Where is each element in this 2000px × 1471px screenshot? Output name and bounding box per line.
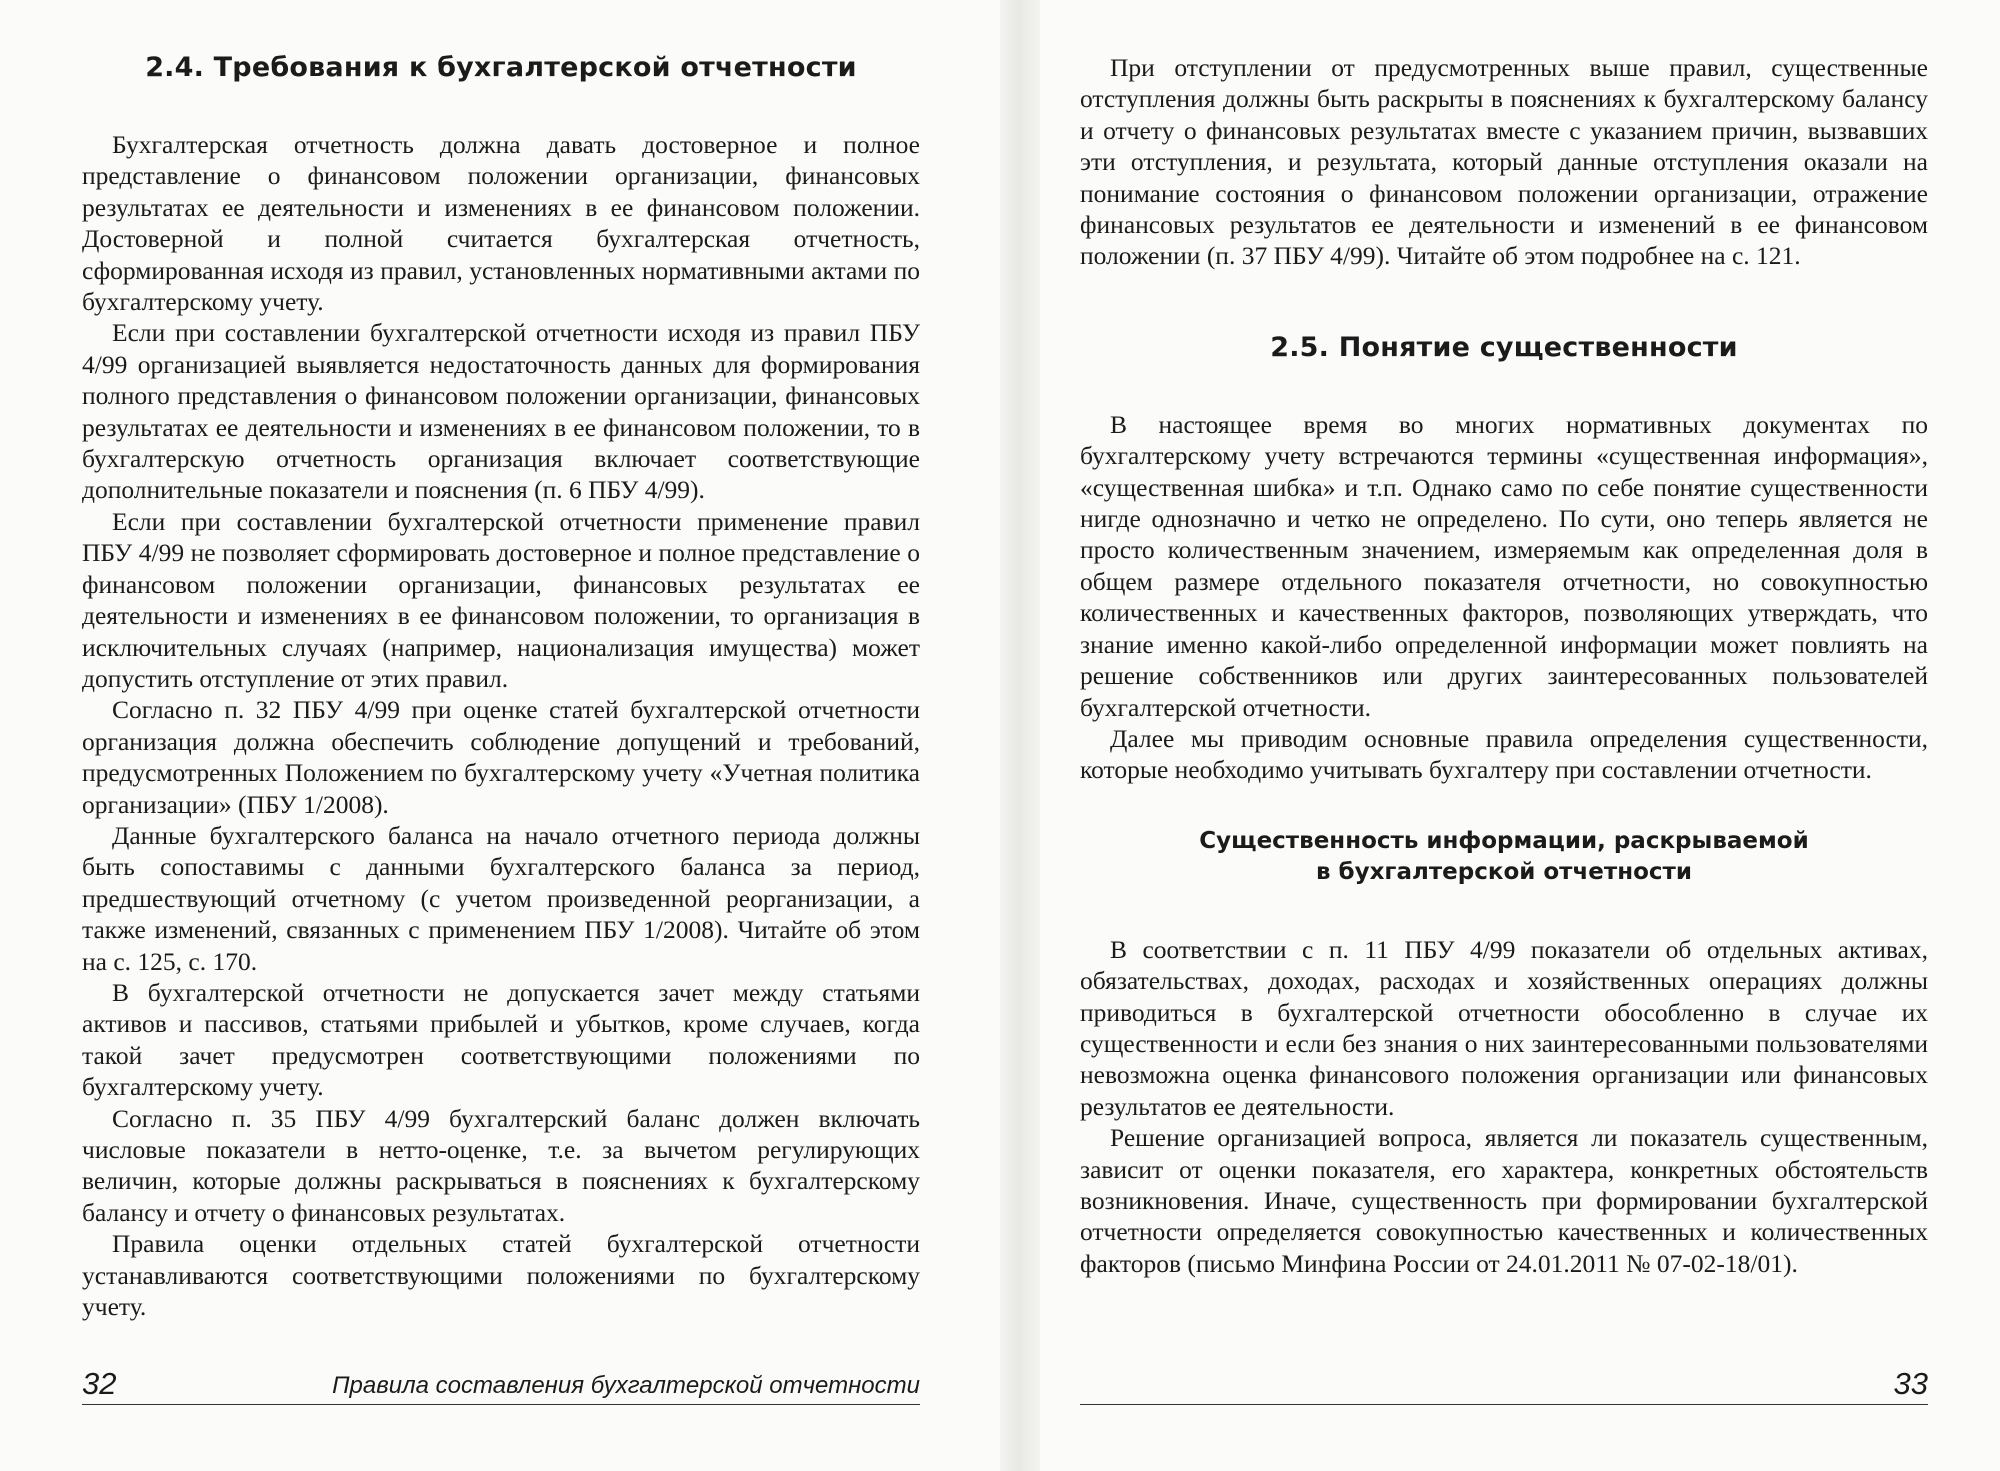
paragraph: Данные бухгалтерского баланса на начало отчетного периода должны быть сопоставимы с данными бухгалтерского баланса за период, предшествующий отчетному (с учетом произведенной реорганизации, а также изменений, связанных с применением ПБУ 1/2008). Читайте об этом на с. 125, с. 170. [82,820,920,976]
paragraph: Бухгалтерская отчетность должна давать достоверное и полное представление о финансовом положении организации, финансовых результатах ее деятельности и изменениях в ее финансовом положении. Достоверной и полной считается бухгалтерская отчетность, сформированная исходя из правил, установленных нормативными актами по бухгалтерскому учету. [82,130,920,317]
subsection-heading-line1: Существенность информации, раскрываемой [1199,827,1809,854]
subsection-heading-line2: в бухгалтерской отчетности [1315,858,1693,885]
paragraph: В соответствии с п. 11 ПБУ 4/99 показатели об отдельных активах, обязательствах, доходах, расходах и хозяйственных операциях должны приводиться в бухгалтерской отчетности обособленно в случае их существенности и если без знания о них заинтересованными пользователями невозможна оценка финансового положения организации или финансовых результатов ее деятельности. [1080,934,1928,1121]
left-footer [82,1365,920,1405]
running-title: Правила составления бухгалтерской отчетности [332,1372,920,1399]
subsection-heading [1080,826,1928,888]
paragraph: Далее мы приводим основные правила определения существенности, которые необходимо учитывать бухгалтеру при составлении отчетности. [1080,723,1928,785]
paragraph: При отступлении от предусмотренных выше правил, существенные отступления должны быть раскрыты в пояснениях к бухгалтерскому балансу и отчету о финансовых результатах вместе с указанием причин, вызвавших эти отступления, и результата, который данные отступления оказали на понимание состояния о финансовом положении организации, отражение финансовых результатов ее деятельности и изменений в ее финансовом положении (п. 37 ПБУ 4/99). Читайте об этом подробнее на с. 121. [1080,53,1928,271]
right-footer [1080,1365,1928,1405]
paragraph: Решение организацией вопроса, является ли показатель существенным, зависит от оценки показателя, его характера, конкретных обстоятельств возникновения. Иначе, существенность при формировании бухгалтерской отчетности определяется совокупностью качественных и количественных факторов (письмо Минфина России от 24.01.2011 № 07-02-18/01). [1080,1123,1928,1278]
page-number: 32 [82,1366,117,1401]
paragraph: Правила оценки отдельных статей бухгалтерской отчетности устанавливаются соответствующими положениями по бухгалтерскому учету. [82,1229,920,1322]
paragraph: Согласно п. 35 ПБУ 4/99 бухгалтерский баланс должен включать числовые показатели в нетто-оценке, т.е. за вычетом регулирующих величин, которые должны раскрываться в пояснениях к бухгалтерскому балансу и отчету о финансовых результатах. [82,1103,920,1227]
page-number: 33 [1893,1366,1928,1401]
book-gutter [1000,0,1040,1471]
section-heading-2-4: 2.4. Требования к бухгалтерской отчетности [145,52,857,83]
paragraph: В бухгалтерской отчетности не допускается зачет между статьями активов и пассивов, статьями прибылей и убытков, кроме случаев, когда такой зачет предусмотрен соответствующими положениями по бухгалтерскому учету. [82,977,920,1102]
section-heading-2-5: 2.5. Понятие существенности [1270,331,1738,363]
paragraph: Согласно п. 32 ПБУ 4/99 при оценке статей бухгалтерской отчетности организация должна обеспечить соблюдение допущений и требований, предусмотренных Положением по бухгалтерскому учету «Учетная политика организации» (ПБУ 1/2008). [82,695,920,819]
paragraph: Если при составлении бухгалтерской отчетности исходя из правил ПБУ 4/99 организацией выявляется недостаточность данных для формирования полного представления о финансовом положении организации, финансовых результатах ее деятельности и изменениях в ее финансовом положении, то в бухгалтерскую отчетность организация включает соответствующие дополнительные показатели и пояснения (п. 6 ПБУ 4/99). [82,318,920,505]
paragraph: Если при составлении бухгалтерской отчетности применение правил ПБУ 4/99 не позволяет сформировать достоверное и полное представление о финансовом положении организации, финансовых результатах ее деятельности и изменениях в ее финансовом положении, то организация в исключительных случаях (например, национализация имущества) может допустить отступление от этих правил. [82,506,920,693]
paragraph: В настоящее время во многих нормативных документах по бухгалтерскому учету встречаются термины «существенная информация», «существенная шибка» и т.п. Однако само по себе понятие существенности нигде однозначно и четко не определено. По сути, оно теперь является не просто количественным значением, измеряемым как определенная доля в общем размере отдельного показателя отчетности, но совокупностью количественных и качественных факторов, позволяющих утверждать, что знание именно какой-либо определенной информации может повлиять на решение собственников или других заинтересованных пользователей бухгалтерской отчетности. [1080,409,1928,722]
right-page [1040,0,2000,1471]
